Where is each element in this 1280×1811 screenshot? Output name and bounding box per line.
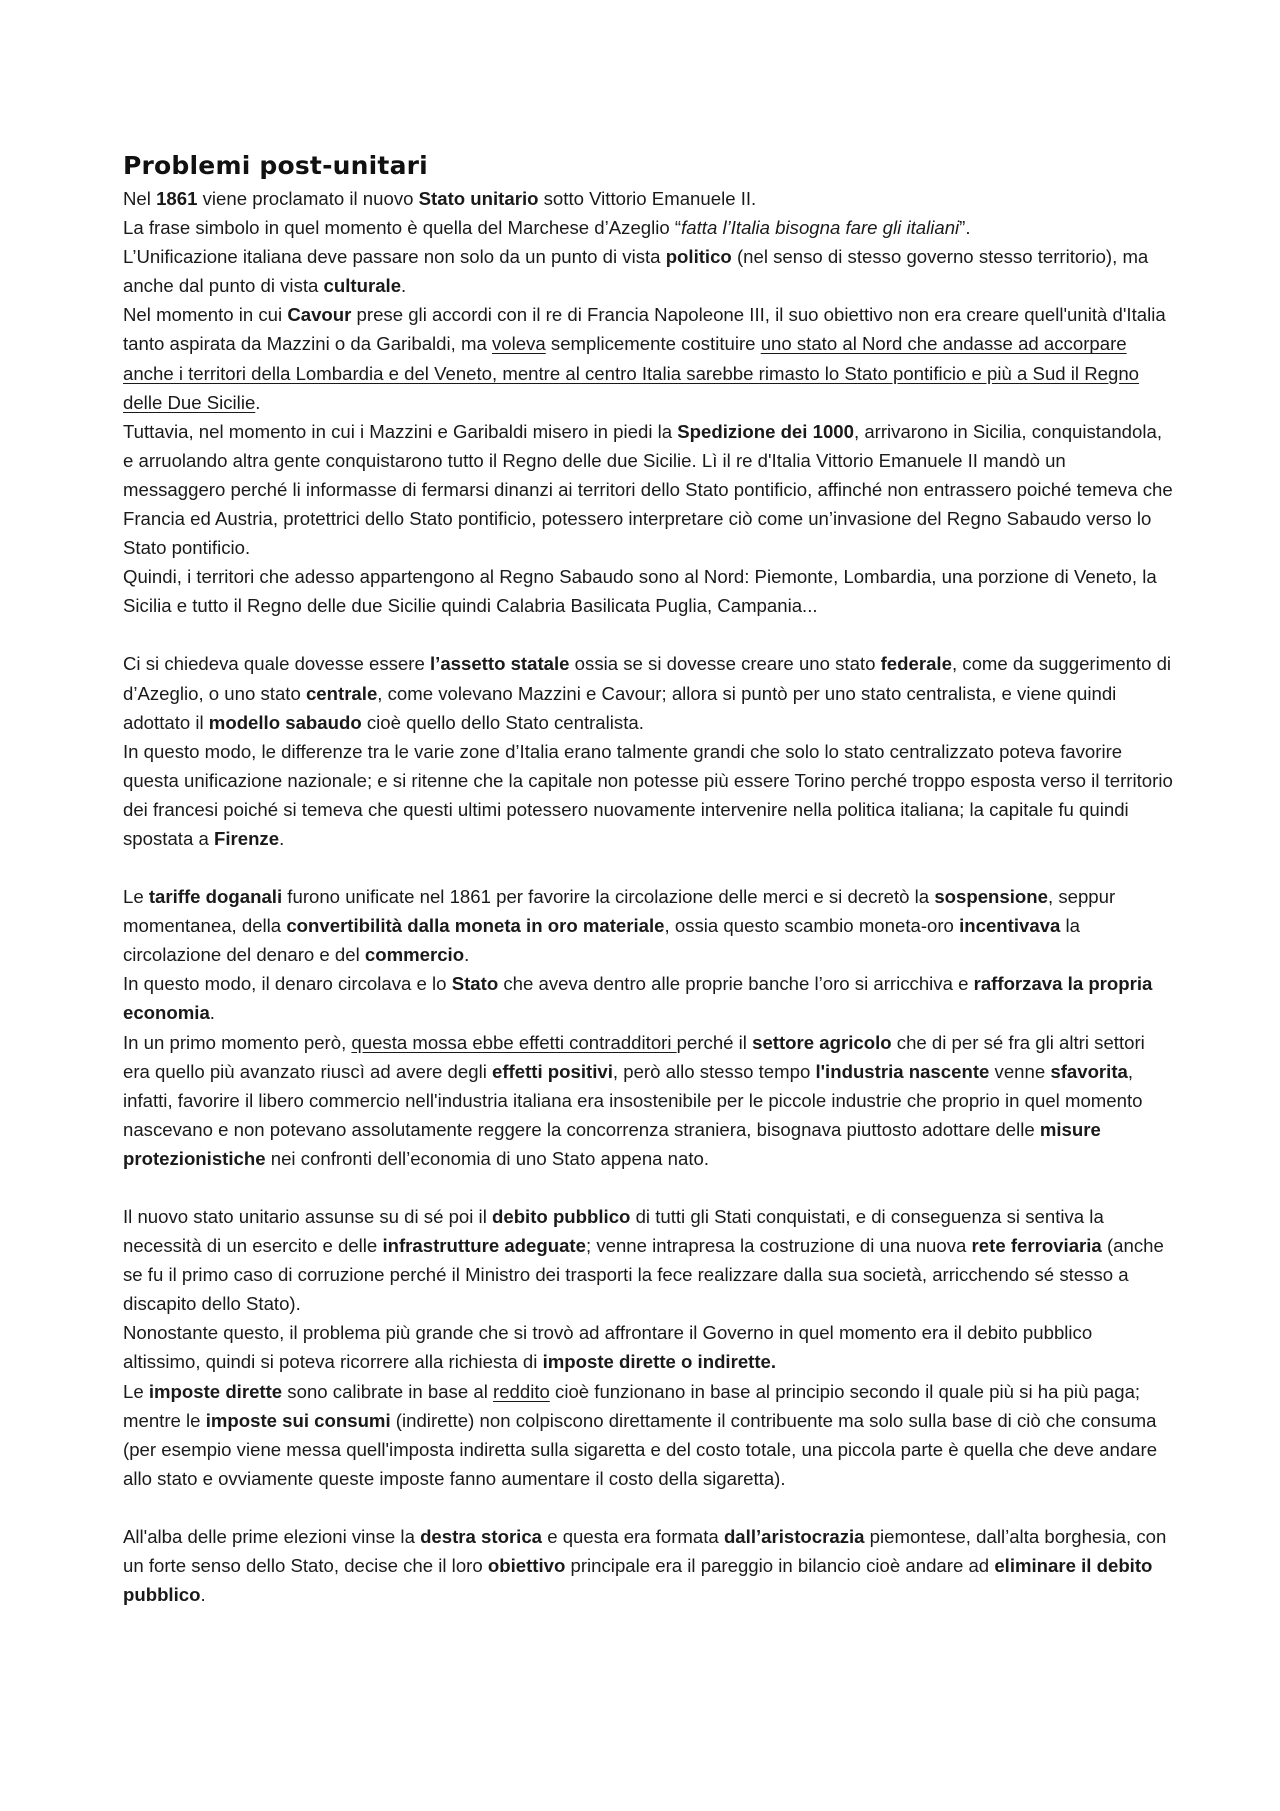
text-run: , come da suggerimento di d’Azeglio, o uno stato bbox=[123, 653, 1172, 704]
document-body bbox=[123, 184, 1173, 1609]
text-run: Ci si chiedeva quale dovesse essere bbox=[123, 653, 430, 675]
bold-text: destra storica bbox=[420, 1525, 543, 1547]
italic-quote: fatta l’Italia bisogna fare gli italiani bbox=[681, 217, 960, 239]
text-run: Nonostante questo, il problema più grande che si trovò ad affrontare il Governo in quel momento era il debito pubblico altissimo, quindi si poteva ricorrere alla richiesta di bbox=[123, 1322, 1093, 1373]
paragraph-spacer bbox=[123, 620, 1173, 649]
paragraph bbox=[123, 184, 1173, 213]
text-run: In questo modo, il denaro circolava e lo bbox=[123, 973, 452, 995]
text-run: piemontese, dall’alta borghesia, con un forte senso dello Stato, decise che il loro bbox=[123, 1525, 1167, 1577]
bold-text: centrale bbox=[305, 682, 378, 704]
text-run: Nel bbox=[123, 188, 157, 209]
text-run: che aveva dentro alle proprie banche l’oro si arricchiva e bbox=[498, 973, 974, 995]
text-run: In un primo momento però, bbox=[123, 1031, 352, 1053]
bold-text: Spedizione dei 1000 bbox=[677, 420, 854, 442]
text-run: che di per sé fra gli altri settori era quello più avanzato riuscì ad avere degli bbox=[123, 1031, 1145, 1082]
underlined-text: questa mossa ebbe effetti contradditori bbox=[351, 1031, 677, 1053]
text-run: , come volevano Mazzini e Cavour; allora si puntò per uno stato centralista, e viene quindi adottato il bbox=[123, 682, 1117, 733]
text-run: Quindi, i territori che adesso appartengono al Regno Sabaudo sono al Nord: Piemonte, Lombardia, una porzione di Veneto, la Sicilia e tutto il Regno delle due Sicilie quindi Calabria Basilicata Puglia, Campania... bbox=[123, 566, 1157, 617]
paragraph bbox=[123, 300, 1173, 416]
bold-text: l'industria nascente bbox=[815, 1060, 990, 1082]
document-page bbox=[123, 150, 1173, 1609]
text-run: . bbox=[464, 944, 470, 966]
text-run: La frase simbolo in quel momento è quella del Marchese d’Azeglio “ bbox=[123, 217, 682, 239]
text-run: (anche se fu il primo caso di corruzione perché il Ministro dei trasporti la fece realizzare dalla sua società, arricchendo sé stesso a discapito dello Stato). bbox=[123, 1235, 1164, 1315]
text-run: Le bbox=[123, 886, 149, 908]
text-run: . bbox=[209, 1002, 215, 1024]
paragraph bbox=[123, 969, 1173, 1027]
underlined-text: uno stato al Nord che andasse ad accorpare anche i territori della Lombardia e del Veneto, mentre al centro Italia sarebbe rimasto lo Stato pontificio e più a Sud il Regno delle Due Sicilie bbox=[123, 333, 1140, 413]
bold-text: commercio bbox=[364, 944, 465, 966]
paragraph-spacer bbox=[123, 1493, 1173, 1522]
text-run: . bbox=[255, 391, 261, 413]
underlined-text: reddito bbox=[493, 1380, 550, 1402]
bold-text: infrastrutture adeguate bbox=[382, 1235, 586, 1257]
text-run: sotto Vittorio Emanuele II. bbox=[538, 188, 757, 209]
paragraph bbox=[123, 242, 1173, 300]
text-run: cioè funzionano in base al principio secondo il quale più si ha più paga; mentre le bbox=[123, 1380, 1141, 1431]
text-run: (nel senso di stesso governo stesso territorio), ma anche dal punto di vista bbox=[123, 246, 1149, 297]
bold-text: eliminare il debito pubblico bbox=[123, 1555, 1153, 1606]
bold-text: Cavour bbox=[287, 304, 352, 326]
text-run: , infatti, favorire il libero commercio nell'industria italiana era insostenibile per le piccole industrie che proprio in quel momento nascevano e non potevano assolutamente reggere la concorrenza straniera, bisognava piuttosto adottare delle bbox=[123, 1060, 1143, 1140]
text-run: All'alba delle prime elezioni vinse la bbox=[123, 1525, 421, 1547]
paragraph bbox=[123, 737, 1173, 853]
text-run: furono unificate nel 1861 per favorire la circolazione delle merci e si decretò la bbox=[282, 886, 935, 908]
bold-text: Stato unitario bbox=[418, 188, 539, 209]
text-run: cioè quello dello Stato centralista. bbox=[361, 711, 644, 733]
bold-text: incentivava bbox=[959, 915, 1061, 937]
paragraph bbox=[123, 1202, 1173, 1318]
text-run: viene proclamato il nuovo bbox=[197, 188, 419, 209]
bold-text: dall’aristocrazia bbox=[723, 1525, 865, 1547]
bold-text: effetti positivi bbox=[492, 1060, 613, 1082]
bold-text: politico bbox=[665, 246, 732, 268]
bold-text: sospensione bbox=[934, 886, 1048, 908]
paragraph bbox=[123, 1522, 1173, 1609]
text-run: ; venne intrapresa la costruzione di una nuova bbox=[585, 1235, 972, 1257]
bold-text: imposte dirette o indirette. bbox=[542, 1351, 777, 1373]
text-run: di tutti gli Stati conquistati, e di conseguenza si sentiva la necessità di un esercito e delle bbox=[123, 1206, 1104, 1257]
text-run: ”. bbox=[959, 217, 971, 239]
bold-text: obiettivo bbox=[487, 1555, 566, 1577]
text-run: prese gli accordi con il re di Francia Napoleone III, il suo obiettivo non era creare quell'unità d'Italia tanto aspirata da Mazzini o da Garibaldi, ma bbox=[123, 304, 1166, 355]
text-run: sono calibrate in base al bbox=[282, 1380, 493, 1402]
paragraph bbox=[123, 562, 1173, 620]
paragraph-spacer bbox=[123, 1173, 1173, 1202]
page-title: Problemi post-unitari bbox=[123, 151, 428, 180]
bold-text: tariffe doganali bbox=[148, 886, 283, 908]
bold-text: imposte sui consumi bbox=[205, 1409, 391, 1431]
bold-text: sfavorita bbox=[1050, 1060, 1128, 1082]
paragraph bbox=[123, 1318, 1173, 1376]
bold-text: modello sabaudo bbox=[208, 711, 362, 733]
bold-text: rafforzava la propria economia bbox=[123, 973, 1153, 1024]
bold-text: debito pubblico bbox=[492, 1206, 631, 1227]
text-run: venne bbox=[989, 1060, 1051, 1082]
text-run: Le bbox=[123, 1380, 149, 1402]
bold-text: settore agricolo bbox=[752, 1031, 892, 1053]
text-run: Tuttavia, nel momento in cui i Mazzini e Garibaldi misero in piedi la bbox=[123, 420, 678, 442]
text-run: nei confronti dell’economia di uno Stato appena nato. bbox=[265, 1147, 710, 1169]
underlined-text: voleva bbox=[491, 333, 546, 355]
bold-text: rete ferroviaria bbox=[971, 1235, 1102, 1257]
paragraph bbox=[123, 882, 1173, 969]
paragraph bbox=[123, 417, 1173, 562]
text-run: . bbox=[279, 827, 285, 849]
text-run: L’Unificazione italiana deve passare non solo da un punto di vista bbox=[123, 246, 666, 268]
text-run: (indirette) non colpiscono direttamente il contribuente ma solo sulla base di ciò che consuma (per esempio viene messa quell'imposta indiretta sulla sigaretta e del costo totale, una piccola parte è quella che deve andare allo stato e ovviamente queste imposte fanno aumentare il costo della sigaretta). bbox=[123, 1409, 1158, 1489]
bold-text: federale bbox=[880, 653, 952, 675]
text-run: Il nuovo stato unitario assunse su di sé poi il bbox=[123, 1206, 492, 1227]
paragraph bbox=[123, 213, 1173, 242]
paragraph bbox=[123, 649, 1173, 736]
paragraph-spacer bbox=[123, 853, 1173, 882]
text-run: perché il bbox=[676, 1031, 753, 1053]
text-run: e questa era formata bbox=[542, 1525, 724, 1547]
text-run: ossia se si dovesse creare uno stato bbox=[569, 653, 881, 675]
bold-text: 1861 bbox=[156, 188, 198, 209]
bold-text: convertibilità dalla moneta in oro materiale bbox=[286, 915, 665, 937]
bold-text: imposte dirette bbox=[148, 1380, 283, 1402]
bold-text: misure protezionistiche bbox=[123, 1118, 1101, 1169]
text-run: . bbox=[401, 275, 407, 297]
text-run: , seppur momentanea, della bbox=[123, 886, 1116, 937]
paragraph bbox=[123, 1377, 1173, 1493]
text-run: semplicemente costituire bbox=[545, 333, 761, 355]
paragraph bbox=[123, 1028, 1173, 1173]
text-run: principale era il pareggio in bilancio cioè andare ad bbox=[565, 1555, 995, 1577]
text-run: In questo modo, le differenze tra le varie zone d’Italia erano talmente grandi che solo lo stato centralizzato poteva favorire questa unificazione nazionale; e si ritenne che la capitale non potesse più essere Torino perché troppo esposta verso il territorio dei francesi poiché si temeva che questi ultimi potessero nuovamente intervenire nella politica italiana; la capitale fu quindi spostata a bbox=[123, 740, 1173, 849]
bold-text: l’assetto statale bbox=[429, 653, 570, 675]
text-run: Nel momento in cui bbox=[123, 304, 288, 326]
text-run: , ossia questo scambio moneta-oro bbox=[664, 915, 960, 937]
text-run: . bbox=[200, 1584, 206, 1606]
bold-text: Firenze bbox=[213, 827, 280, 849]
bold-text: Stato bbox=[451, 973, 499, 995]
text-run: , arrivarono in Sicilia, conquistandola, e arruolando altra gente conquistarono tutto il Regno delle due Sicilie. Lì il re d'Italia Vittorio Emanuele II mandò un messaggero perché li informasse di fermarsi dinanzi ai territori dello Stato pontificio, affinché non entrassero poiché temeva che Francia ed Austria, protettrici dello Stato pontificio, potessero interpretare ciò come un’invasione del Regno Sabaudo verso lo Stato pontificio. bbox=[123, 420, 1173, 559]
bold-text: culturale bbox=[323, 275, 402, 297]
text-run: la circolazione del denaro e del bbox=[123, 915, 1081, 966]
text-run: , però allo stesso tempo bbox=[612, 1060, 816, 1082]
